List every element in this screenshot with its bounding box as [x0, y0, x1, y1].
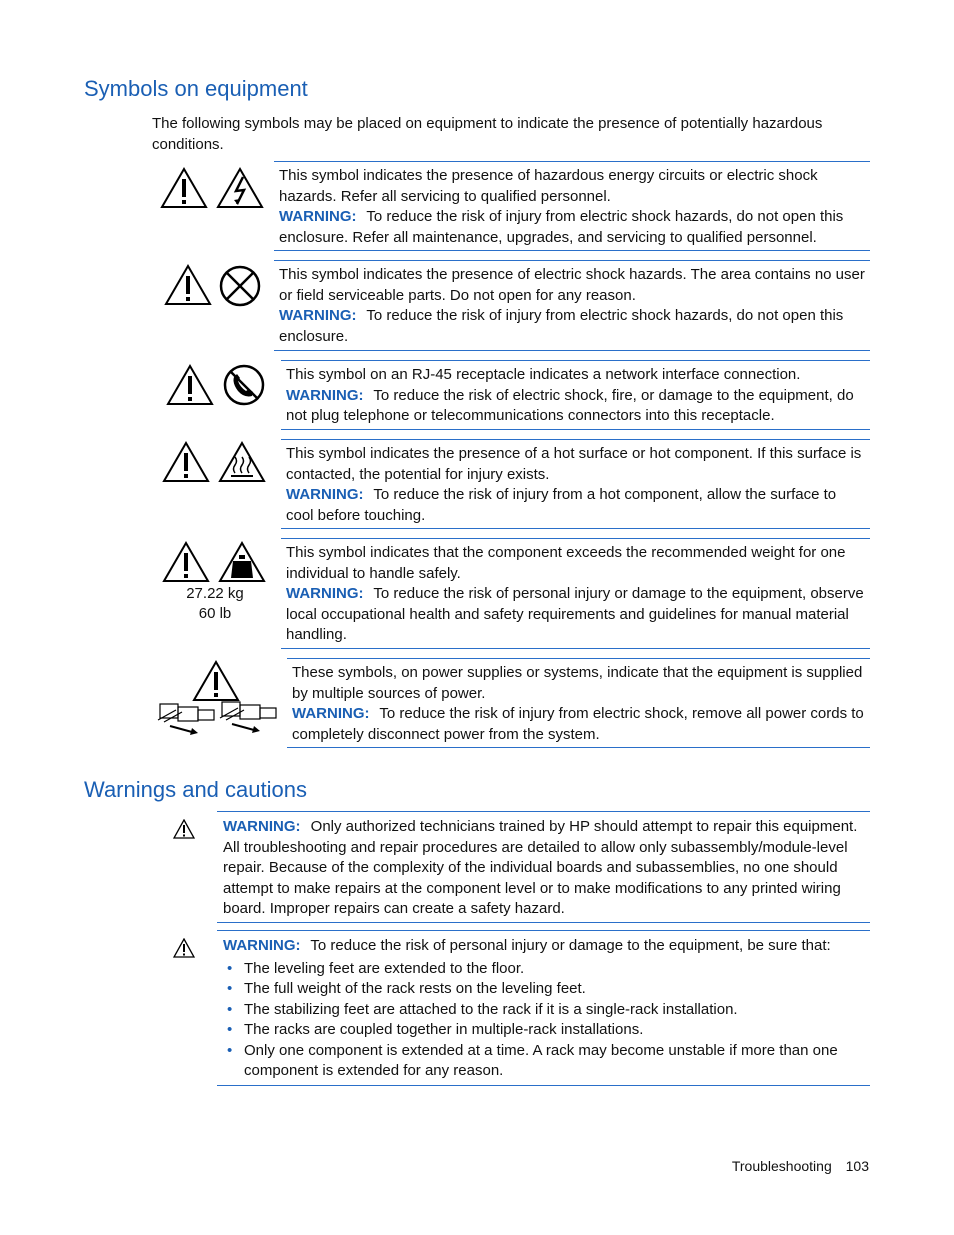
footer-section: Troubleshooting [731, 1158, 832, 1174]
symbol-description [287, 658, 870, 748]
warning-text: To reduce the risk of electric shock, fire, or damage to the equipment, do not plug telephone or telecommunications connectors into this receptacle. [286, 386, 854, 424]
warning-text: To reduce the risk of injury from electric shock hazards, do not open this enclosure. Refer all maintenance, upgrades, and servicing to qualified personnel. [279, 208, 844, 246]
warning-triangle-icon [173, 819, 195, 839]
warning-text: To reduce the risk of injury from electric shock hazards, do not open this enclosure. [279, 307, 844, 345]
weight-lb: 60 lb [198, 605, 232, 622]
warning-text: To reduce the risk of personal injury or damage to the equipment, be sure that: [310, 937, 831, 954]
warning-block [170, 930, 870, 1086]
symbol-text: This symbol indicates the presence of a hot surface or hot component. If this surface is contacted, the potential for injury exists. [286, 445, 862, 483]
bullet-list [223, 959, 866, 1082]
page-footer [722, 1158, 869, 1174]
hot-surface-icon [218, 441, 266, 483]
warning-label: WARNING: [279, 208, 357, 225]
symbol-description [274, 260, 870, 351]
weight-icon [218, 541, 266, 583]
intro-paragraph: The following symbols may be placed on equipment to indicate the presence of potentially hazardous conditions. [152, 115, 823, 153]
warning-label: WARNING: [286, 386, 364, 404]
warning-triangle-icon [162, 441, 210, 483]
symbol-row [150, 658, 870, 748]
warning-label: WARNING: [286, 585, 364, 602]
symbol-text: This symbol indicates that the component exceeds the recommended weight for one individual to handle safely. [286, 544, 846, 582]
symbol-row [150, 260, 870, 351]
warning-content [217, 930, 870, 1086]
warning-triangle-icon [164, 264, 212, 306]
list-item: • The stabilizing feet are attached to the rack if it is a single-rack installation. [244, 1000, 866, 1021]
list-item: • Only one component is extended at a time. A rack may become unstable if more than one component is extended for any reason. [244, 1041, 866, 1082]
warning-text: To reduce the risk of injury from electric shock, remove all power cords to completely disconnect power from the system. [292, 705, 864, 743]
no-tools-icon [218, 264, 262, 308]
warning-label: WARNING: [279, 307, 357, 324]
symbol-row [150, 360, 870, 430]
symbol-text: These symbols, on power supplies or systems, indicate that the equipment is supplied by multiple sources of power. [292, 664, 863, 702]
warning-label: WARNING: [292, 705, 370, 722]
symbol-row [150, 538, 870, 649]
warning-label: WARNING: [223, 937, 301, 954]
symbol-text: This symbol indicates the presence of electric shock hazards. The area contains no user or field serviceable parts. Do not open for any reason. [279, 266, 865, 304]
symbol-text: This symbol on an RJ-45 receptacle indicates a network interface connection. [286, 366, 801, 383]
high-voltage-icon [216, 167, 264, 209]
symbol-description [281, 439, 870, 529]
symbol-text: This symbol indicates the presence of hazardous energy circuits or electric shock hazards. Refer all servicing to qualified personnel. [279, 167, 818, 205]
warning-content [217, 811, 870, 923]
page-number: 103 [845, 1158, 869, 1174]
symbol-description [281, 538, 870, 649]
warning-text: To reduce the risk of personal injury or damage to the equipment, observe local occupational health and safety requirements and guidelines for manual material handling. [286, 585, 864, 643]
warning-triangle-icon [192, 660, 240, 702]
no-telephone-icon [222, 363, 266, 407]
section-heading-warnings: Warnings and cautions [84, 777, 307, 802]
power-cord-icon [156, 700, 280, 738]
symbol-description [281, 360, 870, 430]
weight-label [170, 584, 260, 624]
warning-label: WARNING: [286, 486, 364, 503]
list-item: • The leveling feet are extended to the floor. [244, 959, 866, 980]
warning-triangle-icon [162, 541, 210, 583]
warning-label: WARNING: [223, 818, 301, 835]
section-heading-symbols: Symbols on equipment [84, 76, 308, 101]
list-item: • The racks are coupled together in multiple-rack installations. [244, 1020, 866, 1041]
list-item: • The full weight of the rack rests on the leveling feet. [244, 979, 866, 1000]
warning-triangle-icon [173, 938, 195, 958]
warning-block [170, 811, 870, 923]
symbol-row [150, 439, 870, 529]
warning-text: To reduce the risk of injury from a hot component, allow the surface to cool before touching. [286, 486, 837, 524]
warning-triangle-icon [166, 364, 214, 406]
weight-kg: 27.22 kg [186, 585, 244, 602]
warning-text: Only authorized technicians trained by HP should attempt to repair this equipment. All troubleshooting and repair procedures are detailed to allow only subassembly/module-level repair. Because of the complexity of the individual boards and subassemblies, no one should attempt to make repairs at the component level or to make modifications to any printed wiring board. Improper repairs can create a safety hazard. [223, 818, 858, 917]
symbol-description [274, 161, 870, 251]
symbol-row [150, 161, 870, 251]
warning-triangle-icon [160, 167, 208, 209]
